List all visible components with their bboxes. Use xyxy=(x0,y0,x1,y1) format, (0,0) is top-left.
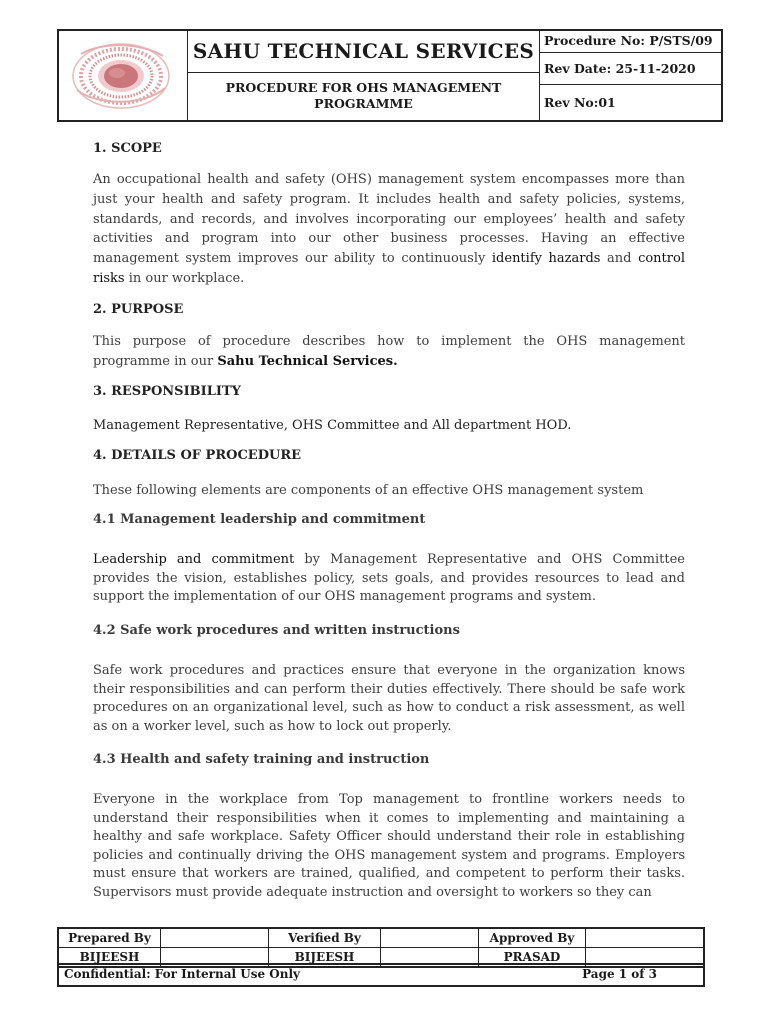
scope-text-c: in our workplace. xyxy=(124,270,245,286)
approved-by-value: PRASAD xyxy=(479,948,586,966)
company-name-inline: Sahu Technical Services. xyxy=(217,353,398,369)
procedure-number: Procedure No: P/STS/09 xyxy=(540,31,723,53)
revision-date: Rev Date: 25-11-2020 xyxy=(540,54,723,85)
scope-text-a: An occupational health and safety (OHS) management system encompasses more than just your health and safety program. It includes health and safety policies, systems, standards, and records, and involves incorporating our employees’ health and safety activities and program into our other business processes. Having an effective management system improves our ability to continuously xyxy=(93,172,685,267)
section-4-3-heading: 4.3 Health and safety training and instruction xyxy=(93,752,430,767)
section-4-1-paragraph xyxy=(93,551,685,607)
section-4-3-paragraph: Everyone in the workplace from Top management to frontline workers needs to understand their responsibilities when it comes to implementing and maintaining a healthy and safe workplace. Safety Officer should understand their role in establishing policies and continually driving the OHS management system and programs. Employers must ensure that workers are trained, qualified, and competent to perform their tasks. Supervisors must provide adequate instruction and oversight to workers so they can xyxy=(93,792,685,900)
scope-text-b: and xyxy=(600,251,639,267)
details-intro: These following elements are components of an effective OHS management system xyxy=(93,483,644,498)
document-header xyxy=(57,29,723,122)
page-number: Page 1 of 3 xyxy=(582,967,657,981)
company-name: SAHU TECHNICAL SERVICES xyxy=(188,31,539,73)
control-risks-link[interactable]: control risks xyxy=(93,251,685,286)
confidential-note: Confidential: For Internal Use Only xyxy=(64,967,300,981)
verified-by-label: Verified By xyxy=(269,929,381,947)
scope-heading: 1. SCOPE xyxy=(93,141,162,156)
company-logo xyxy=(59,31,188,120)
scope-paragraph xyxy=(93,170,685,289)
leadership-commitment-link[interactable]: Leadership and commitment xyxy=(93,552,295,567)
section-4-2-paragraph: Safe work procedures and practices ensure that everyone in the organization knows their responsibilities and can perform their duties effectively. There should be safe work procedures on an organizational level, such as how to conduct a risk assessment, as well as on a worker level, such as how to lock out properly. xyxy=(93,663,685,734)
section-4-1-text: by Management Representative and OHS Committee provides the vision, establishes policy, sets goals, and provides resources to lead and support the implementation of our OHS management programs and system. xyxy=(93,552,685,604)
purpose-text-a: This purpose of procedure describes how to implement the OHS management programme in our xyxy=(93,334,685,369)
logo-icon xyxy=(59,31,187,120)
section-4-1-heading: 4.1 Management leadership and commitment xyxy=(93,512,426,527)
details-heading: 4. DETAILS OF PROCEDURE xyxy=(93,448,302,463)
verified-by-value: BIJEESH xyxy=(269,948,381,966)
approval-table xyxy=(57,927,705,968)
approved-by-signature xyxy=(586,929,703,947)
prepared-by-value: BIJEESH xyxy=(59,948,161,966)
document-title-line1: PROCEDURE FOR OHS MANAGEMENT xyxy=(225,80,502,95)
purpose-heading: 2. PURPOSE xyxy=(93,302,184,317)
verified-by-signature xyxy=(381,929,479,947)
document-title xyxy=(188,74,539,120)
revision-number: Rev No:01 xyxy=(544,95,616,110)
approved-by-label: Approved By xyxy=(479,929,586,947)
identify-hazards-link[interactable]: identify hazards xyxy=(491,251,601,267)
section-4-2-heading: 4.2 Safe work procedures and written instructions xyxy=(93,623,460,638)
prepared-by-label: Prepared By xyxy=(59,929,161,947)
purpose-paragraph xyxy=(93,332,685,372)
prepared-by-signature xyxy=(161,929,269,947)
responsibility-paragraph: Management Representative, OHS Committee and All department HOD. xyxy=(93,418,572,433)
document-title-line2: PROGRAMME xyxy=(314,96,413,111)
responsibility-heading: 3. RESPONSIBILITY xyxy=(93,384,241,399)
confidential-footer xyxy=(57,963,705,987)
